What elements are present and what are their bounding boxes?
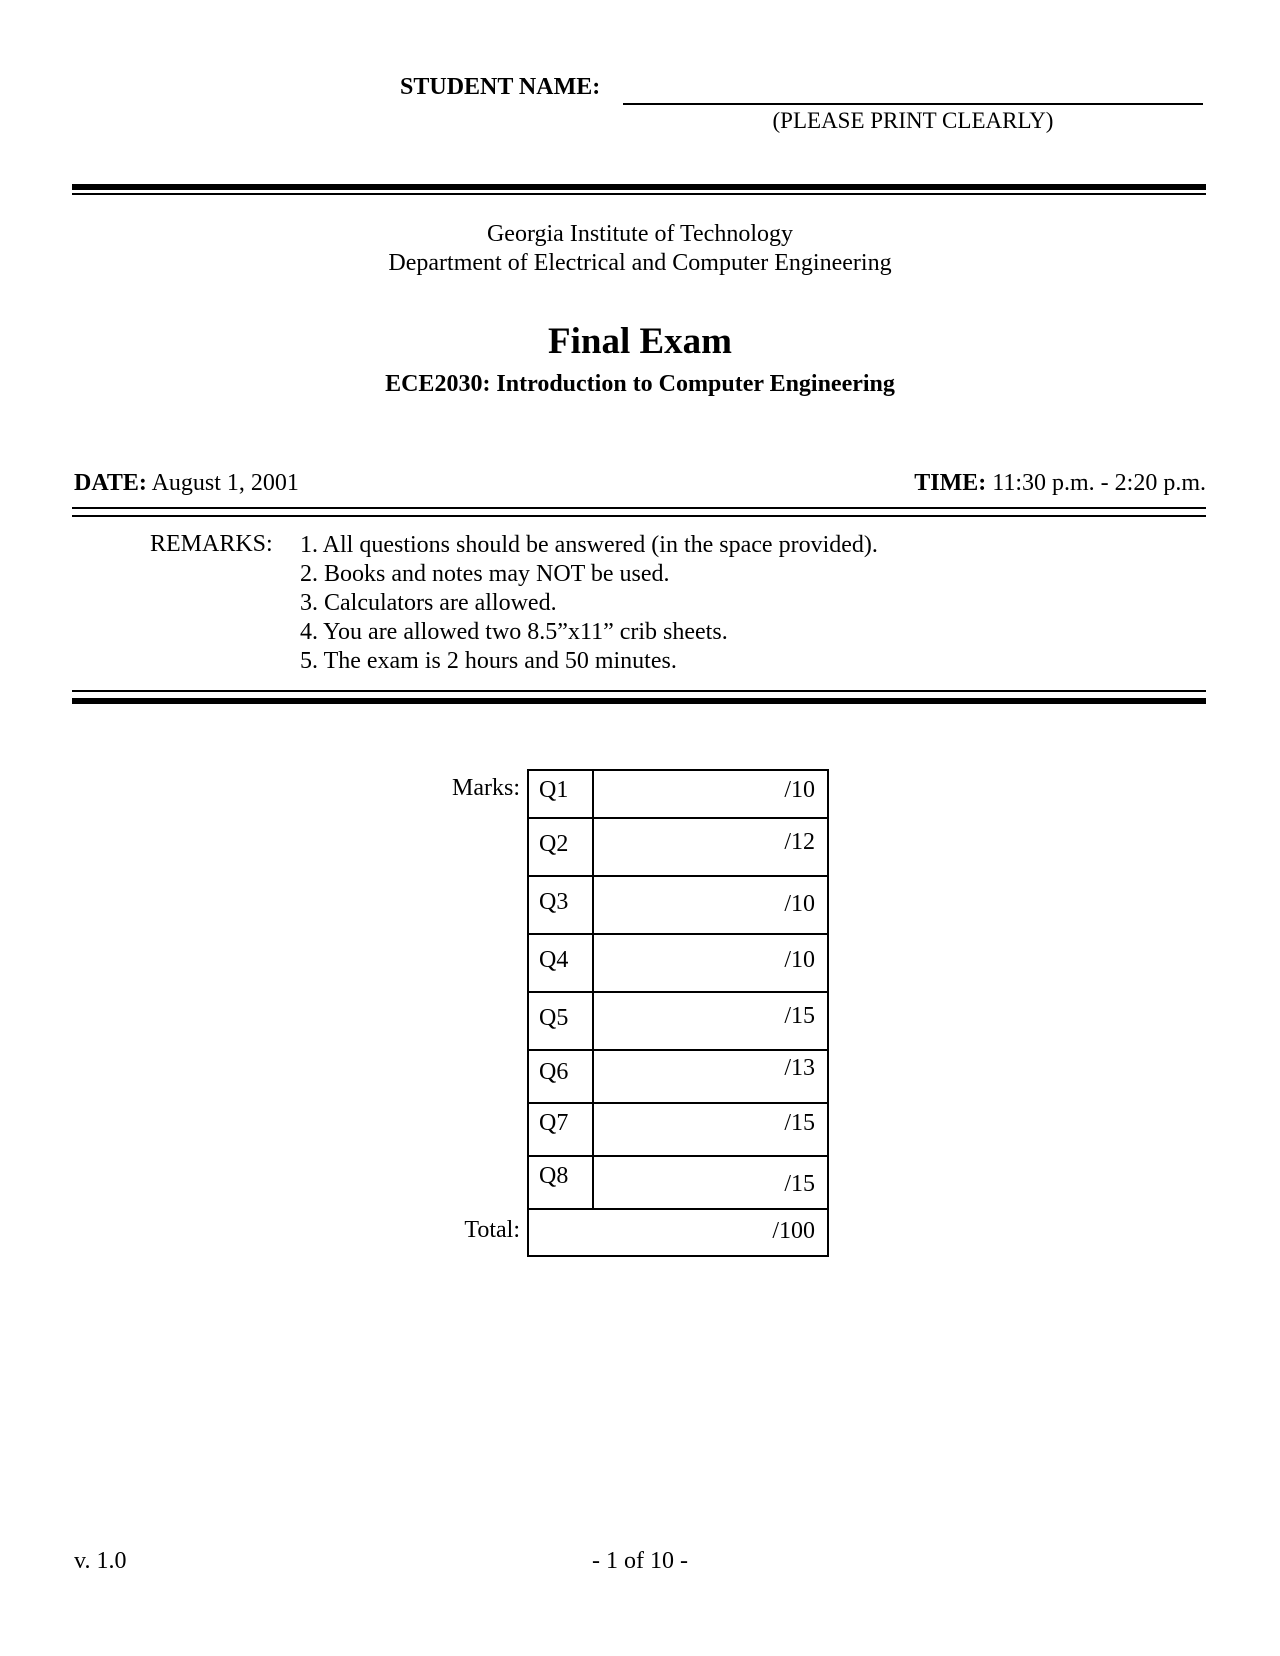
date-label: DATE: <box>74 470 147 496</box>
marks-row <box>529 819 827 877</box>
department-name: Department of Electrical and Computer Engineering <box>388 250 892 276</box>
question-label: Q3 <box>539 889 569 915</box>
question-max-mark: /13 <box>784 1055 815 1081</box>
course-title: ECE2030: Introduction to Computer Engineering <box>385 371 895 397</box>
time-label: TIME: <box>914 470 987 496</box>
question-label: Q4 <box>539 947 569 973</box>
marks-row <box>529 1051 827 1104</box>
question-label: Q5 <box>539 1005 569 1031</box>
marks-row <box>529 1104 827 1157</box>
institution-name: Georgia Institute of Technology <box>486 221 794 247</box>
header-rule-thin <box>72 193 1206 195</box>
total-max-mark: /100 <box>772 1218 815 1244</box>
question-max-mark: /15 <box>784 1110 815 1136</box>
page-number: - 1 of 10 - <box>592 1548 688 1574</box>
remark-item: 3. Calculators are allowed. <box>300 590 557 616</box>
student-name-label: STUDENT NAME: <box>400 74 601 100</box>
total-row <box>529 1210 827 1255</box>
remark-item: 5. The exam is 2 hours and 50 minutes. <box>300 648 677 674</box>
remarks-rule-thick <box>72 698 1206 704</box>
remarks-label: REMARKS: <box>150 531 273 557</box>
date-value: August 1, 2001 <box>151 470 299 496</box>
print-clearly-hint: (PLEASE PRINT CLEARLY) <box>772 108 1054 133</box>
remark-item: 1. All questions should be answered (in the space provided). <box>300 532 878 558</box>
remark-item: 4. You are allowed two 8.5”x11” crib sheets. <box>300 619 728 645</box>
question-max-mark: /12 <box>784 829 815 855</box>
question-label: Q8 <box>539 1163 569 1189</box>
remarks-list <box>300 531 878 676</box>
remarks-rule-thin <box>72 690 1206 692</box>
date-rule-upper <box>72 507 1206 509</box>
question-label: Q1 <box>539 777 569 803</box>
question-max-mark: /15 <box>784 1003 815 1029</box>
question-max-mark: /10 <box>784 777 815 803</box>
question-max-mark: /15 <box>784 1171 815 1197</box>
time-value: 11:30 p.m. - 2:20 p.m. <box>992 470 1206 496</box>
date-rule-lower <box>72 515 1206 517</box>
question-label: Q6 <box>539 1059 569 1085</box>
total-label: Total: <box>464 1217 520 1243</box>
remark-item: 2. Books and notes may NOT be used. <box>300 561 670 587</box>
exam-time <box>914 470 1206 497</box>
student-name-line <box>623 103 1203 105</box>
marks-row <box>529 877 827 935</box>
marks-row <box>529 1157 827 1210</box>
marks-row <box>529 771 827 819</box>
question-max-mark: /10 <box>784 891 815 917</box>
marks-row <box>529 935 827 993</box>
exam-date <box>74 470 299 497</box>
question-label: Q2 <box>539 831 569 857</box>
question-max-mark: /10 <box>784 947 815 973</box>
version-label: v. 1.0 <box>74 1548 127 1574</box>
marks-label: Marks: <box>452 775 520 801</box>
header-rule-thick <box>72 184 1206 190</box>
question-label: Q7 <box>539 1110 569 1136</box>
exam-title: Final Exam <box>548 321 732 362</box>
marks-table <box>527 769 829 1257</box>
marks-row <box>529 993 827 1051</box>
